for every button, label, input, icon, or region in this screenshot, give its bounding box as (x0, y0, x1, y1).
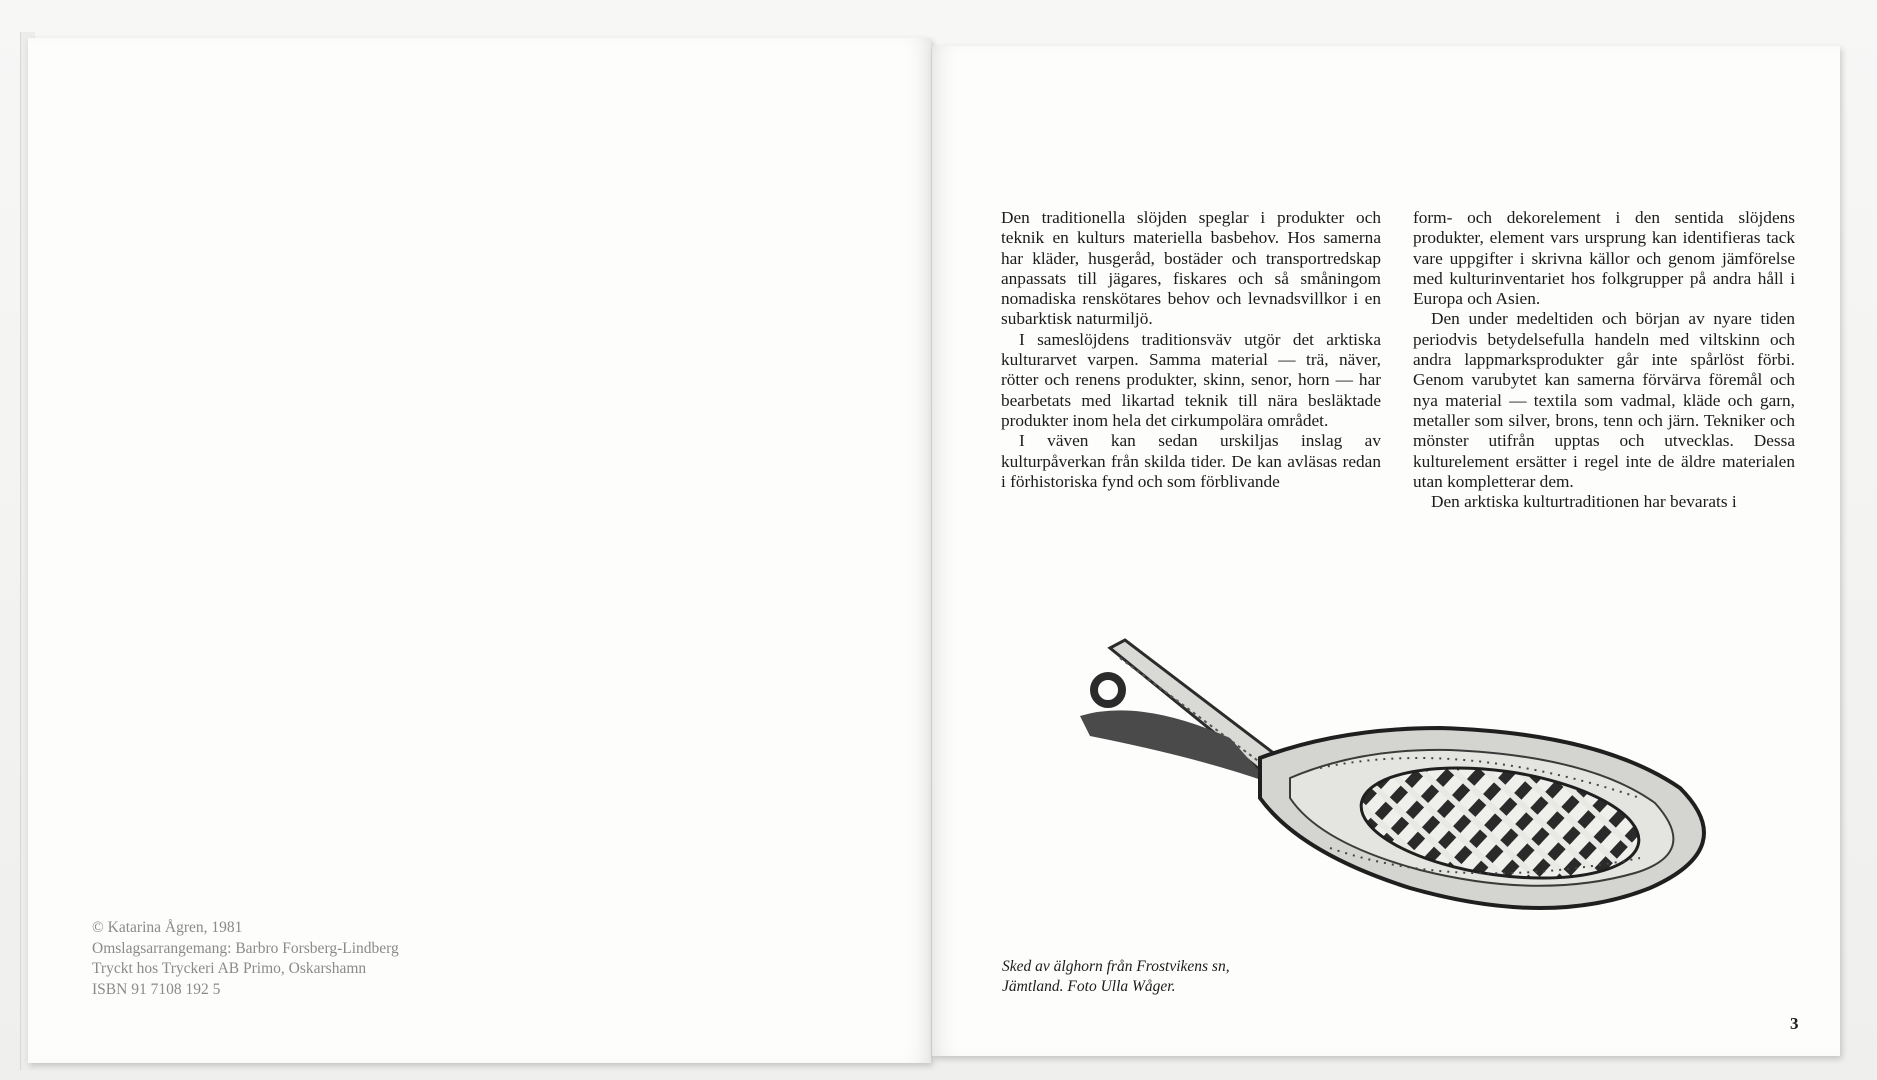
text-column-left (1001, 208, 1381, 492)
copyright-line: © Katarina Ågren, 1981 (92, 919, 243, 936)
paragraph: Den arktiska kulturtraditionen har bevarats i (1431, 492, 1737, 512)
isbn-line: ISBN 91 7108 192 5 (92, 980, 221, 998)
paragraph: I sameslöjdens traditionsväv utgör det arktiska kulturarvet varpen. Samma material — trä, näver, rötter och renens produkter, skinn, senor, horn — har bearbetats med likartad teknik till nära besläktade produkter inom hela det cirkumpolära området. (1001, 329, 1381, 430)
caption-line: Jämtland. Foto Ulla Wåger. (1002, 978, 1176, 995)
page-number: 3 (1790, 1014, 1799, 1033)
printer-line: Tryckt hos Tryckeri AB Primo, Oskarshamn (92, 960, 367, 977)
colophon (92, 918, 399, 1000)
antler-spoon-photo (1080, 638, 1730, 918)
paragraph: Den under medeltiden och början av nyare tiden periodvis betydelsefulla handeln med viltskinn och andra lappmarksprodukter går inte spårlöst förbi. Genom varubytet kan samerna förvärva föremål och nya material — textila som vadmal, kläde och garn, metaller som silver, brons, tenn och järn. Tekniker och mönster utifrån upptas och utvecklas. Dessa kulturelement ersätter i regel inte de äldre materialen utan kompletterar dem. (1413, 309, 1795, 491)
paragraph: form- och dekorelement i den sentida slöjdens produkter, element vars ursprung kan identifieras tack vare uppgifter i skrivna källor och genom jämförelse med kulturinventariet hos folkgrupper på andra håll i Europa och Asien. (1413, 208, 1795, 309)
cover-arrangement-line: Omslagsarrangemang: Barbro Forsberg-Lindberg (92, 939, 399, 957)
paragraph: Den traditionella slöjden speglar i produkter och teknik en kulturs materiella basbehov. Hos samerna har kläder, husgeråd, bostäder och transportredskap anpassats till jägares, fiskares och så småningom nomadiska renskötares behov och levnadsvillkor i en subarktisk naturmiljö. (1001, 208, 1381, 329)
paragraph: I väven kan sedan urskiljas inslag av kulturpåverkan från skilda tider. De kan avläsas redan i förhistoriska fynd och som förblivande (1001, 431, 1381, 491)
photo-caption (1002, 957, 1230, 997)
caption-line: Sked av älghorn från Frostvikens sn, (1002, 958, 1230, 975)
left-page (28, 38, 931, 1063)
text-column-right (1413, 208, 1795, 512)
